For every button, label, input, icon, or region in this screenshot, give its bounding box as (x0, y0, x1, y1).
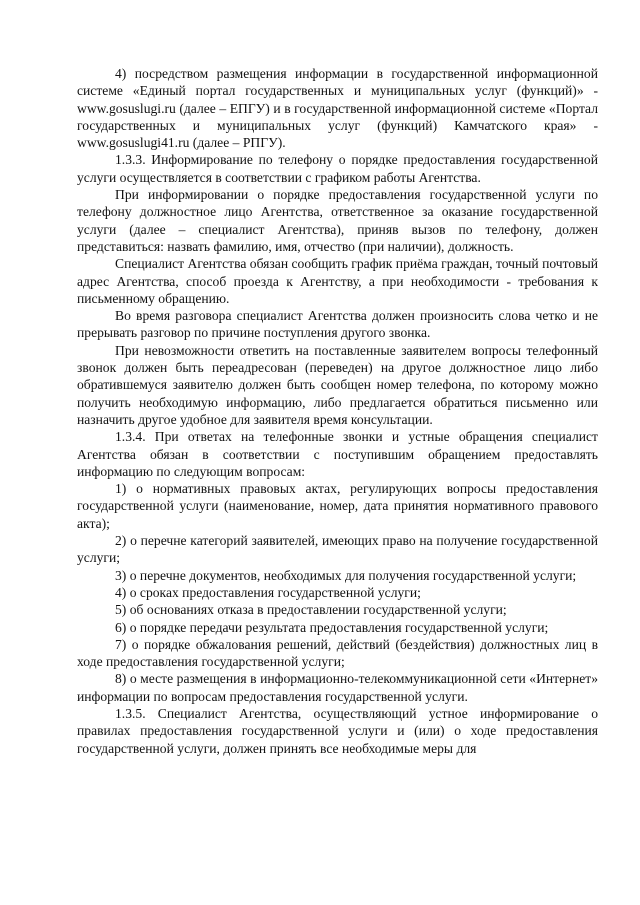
list-item-8: 8) о месте размещения в информационно-телекоммуникационной сети «Интернет» информации по вопросам предоставления государственной услуги. (77, 671, 598, 704)
paragraph-schedule-address: Специалист Агентства обязан сообщить график приёма граждан, точный почтовый адрес Агентства, способ проезда к Агентству, а при необходимости - требования к письменному обращению. (77, 256, 599, 306)
list-item-6: 6) о порядке передачи результата предоставления государственной услуги; (115, 619, 549, 635)
paragraph-item-4-portal: 4) посредством размещения информации в государственной информационной системе «Единый портал государственных и муниципальных услуг (функций)» - www.gosuslugi.ru (далее – ЕПГУ) и в государственной информационной системе «Портал государственных и муниципальных услуг (функций) Камчатского края» - www.gosuslugi41.ru (далее – РПГУ). (77, 66, 598, 151)
paragraph-1-3-5: 1.3.5. Специалист Агентства, осуществляющий устное информирование о правилах предоставления государственной услуги и (или) о ходе предоставления государственной услуги, должен принять все необходимые меры для (77, 705, 598, 756)
list-item-2: 2) о перечне категорий заявителей, имеющих право на получение государственной услуги; (77, 533, 598, 566)
paragraph-1-3-3: 1.3.3. Информирование по телефону о порядке предоставления государственной услуги осуществляется в соответствии с графиком работы Агентства. (77, 152, 598, 185)
list-item-3: 3) о перечне документов, необходимых для получения государственной услуги; (115, 567, 577, 583)
list-item-1: 1) о нормативных правовых актах, регулирующих вопросы предоставления государственной услуги (наименование, номер, дата принятия нормативного правового акта); (77, 481, 598, 531)
paragraph-1-3-4: 1.3.4. При ответах на телефонные звонки и устные обращения специалист Агентства обязан в соответствии с поступившим обращением предоставлять информацию по следующим вопросам: (77, 429, 598, 479)
list-item-5: 5) об основаниях отказа в предоставлении государственной услуги; (115, 602, 507, 618)
paragraph-conversation-rules: Во время разговора специалист Агентства должен произносить слова четко и не прерывать разговор по причине поступления другого звонка. (77, 308, 598, 341)
document-page (77, 65, 598, 757)
list-item-7: 7) о порядке обжалования решений, действий (бездействия) должностных лиц в ходе предоставления государственной услуги; (77, 636, 598, 670)
paragraph-phone-informing: При информировании о порядке предоставления государственной услуги по телефону должностное лицо Агентства, ответственное за оказание государственной услуги (далее – специалист Агентства), приняв вызов по телефону, должен представиться: назвать фамилию, имя, отчество (при наличии), должность. (77, 187, 598, 254)
paragraph-call-redirect: При невозможности ответить на поставленные заявителем вопросы телефонный звонок должен быть переадресован (переведен) на другое должностное лицо либо обратившемуся заявителю должен быть сообщен номер телефона, по которому можно получить необходимую информацию, либо предлагается обратиться письменно или назначить другое удобное для заявителя время консультации. (77, 342, 598, 427)
list-item-4: 4) о сроках предоставления государственной услуги; (115, 584, 421, 600)
